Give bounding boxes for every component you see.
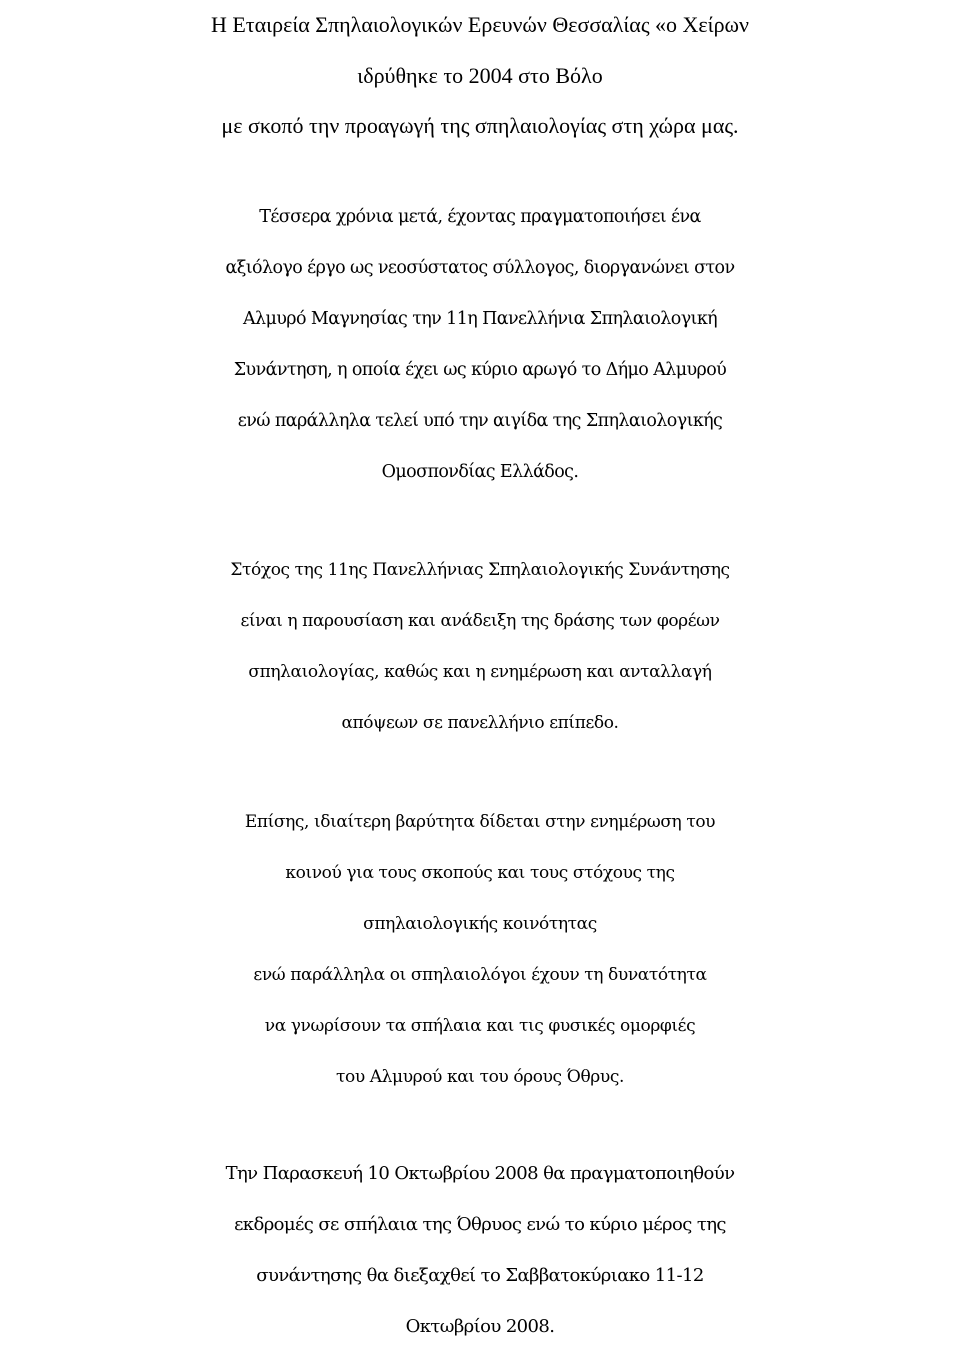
text-line: σπηλαιολογικής κοινότητας bbox=[363, 914, 597, 934]
paragraph-awareness bbox=[0, 797, 960, 1103]
text-line: αξιόλογο έργο ως νεοσύστατος σύλλογος, διοργανώνει στον bbox=[225, 258, 735, 278]
text-line: σπηλαιολογίας, καθώς και η ενημέρωση και ανταλλαγή bbox=[248, 662, 712, 682]
text-line: Η Εταιρεία Σπηλαιολογικών Ερευνών Θεσσαλίας «ο Χείρων bbox=[210, 12, 749, 37]
text-line: απόψεων σε πανελλήνιο επίπεδο. bbox=[341, 713, 619, 733]
paragraph-goal bbox=[0, 545, 960, 749]
text-line: Τέσσερα χρόνια μετά, έχοντας πραγματοποιήσει ένα bbox=[259, 207, 701, 227]
text-line: Συνάντηση, η οποία έχει ως κύριο αρωγό το Δήμο Αλμυρού bbox=[233, 360, 727, 380]
text-line: ενώ παράλληλα οι σπηλαιολόγοι έχουν τη δυνατότητα bbox=[253, 965, 707, 985]
text-line: με σκοπό την προαγωγή της σπηλαιολογίας στη χώρα μας. bbox=[221, 113, 739, 138]
text-line: κοινού για τους σκοπούς και τους στόχους της bbox=[285, 863, 675, 883]
paragraph-schedule bbox=[0, 1148, 960, 1352]
text-line: ιδρύθηκε το 2004 στο Βόλο bbox=[357, 62, 603, 88]
paragraph-organization bbox=[0, 192, 960, 498]
text-line: του Αλμυρού και του όρους Όθρυς. bbox=[336, 1067, 624, 1087]
text-line: εκδρομές σε σπήλαια της Όθρυος ενώ το κύριο μέρος της bbox=[234, 1214, 726, 1235]
text-line: ενώ παράλληλα τελεί υπό την αιγίδα της Σπηλαιολογικής bbox=[237, 411, 723, 431]
text-line: να γνωρίσουν τα σπήλαια και τις φυσικές ομορφιές bbox=[264, 1016, 696, 1036]
text-line: συνάντησης θα διεξαχθεί το Σαββατοκύριακο 11-12 bbox=[256, 1265, 704, 1286]
text-line: Την Παρασκευή 10 Οκτωβρίου 2008 θα πραγματοποιηθούν bbox=[225, 1163, 735, 1184]
text-line: Αλμυρό Μαγνησίας την 11η Πανελλήνια Σπηλαιολογική bbox=[242, 309, 718, 329]
text-line: είναι η παρουσίαση και ανάδειξη της δράσης των φορέων bbox=[240, 611, 720, 631]
text-line: Επίσης, ιδιαίτερη βαρύτητα δίδεται στην ενημέρωση του bbox=[244, 812, 716, 832]
text-line: Οκτωβρίου 2008. bbox=[405, 1316, 555, 1337]
text-line: Ομοσπονδίας Ελλάδος. bbox=[381, 462, 579, 482]
paragraph-founding bbox=[0, 0, 960, 152]
text-line: Στόχος της 11ης Πανελλήνιας Σπηλαιολογικής Συνάντησης bbox=[230, 560, 730, 580]
